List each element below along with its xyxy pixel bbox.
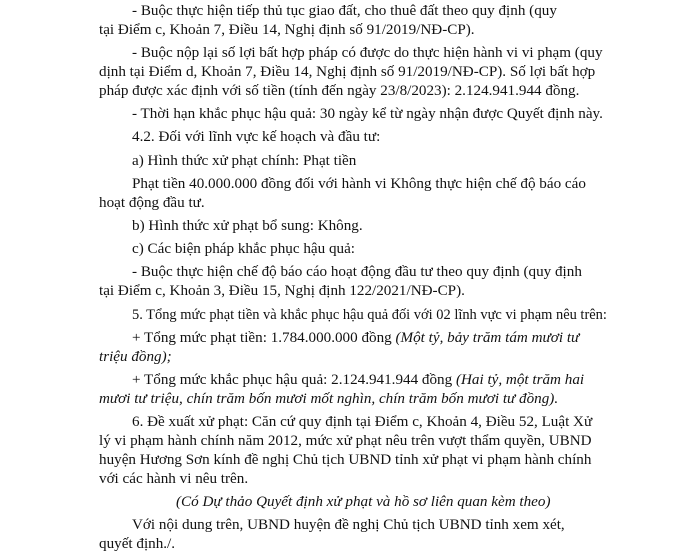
total-remedy-in-words: (Hai tỷ, một trăm hai <box>455 371 585 388</box>
proposal-line-3: huyện Hương Sơn kính đề nghị Chủ tịch UBND tỉnh xử phạt vi phạm hành chính <box>99 451 592 468</box>
paragraph-illegal-profit-line-3: pháp được xác định với số tiền (tính đến ngày 23/8/2023): 2.124.941.944 đồng. <box>99 82 580 99</box>
total-fine-in-words: (Một tỷ, bảy trăm tám mươi tư <box>395 329 580 346</box>
paragraph-remedy-deadline: - Thời hạn khắc phục hậu quả: 30 ngày kể từ ngày nhận được Quyết định này. <box>132 106 603 123</box>
paragraph-illegal-profit-line-1: - Buộc nộp lại số lợi bất hợp pháp có được do thực hiện hành vi vi phạm (quy <box>132 45 603 62</box>
paragraph-reporting-line-2: tại Điểm c, Khoản 3, Điều 15, Nghị định 122/2021/NĐ-CP). <box>99 283 465 300</box>
note-attachments: (Có Dự thảo Quyết định xử phạt và hồ sơ liên quan kèm theo) <box>176 493 551 510</box>
section-heading-5: 5. Tổng mức phạt tiền và khắc phục hậu quả đối với 02 lĩnh vực vi phạm nêu trên: <box>132 306 607 323</box>
paragraph-fine-line-1: Phạt tiền 40.000.000 đồng đối với hành vi Không thực hiện chế độ báo cáo <box>132 175 586 192</box>
section-heading-4-2: 4.2. Đối với lĩnh vực kế hoạch và đầu tư: <box>132 129 381 146</box>
closing-line-2: quyết định./. <box>99 536 176 553</box>
paragraph-reporting-line-1: - Buộc thực hiện chế độ báo cáo hoạt động đầu tư theo quy định (quy định <box>132 264 582 281</box>
total-remedy-amount: + Tổng mức khắc phục hậu quả: 2.124.941.944 đồng <box>132 371 456 388</box>
total-fine-line-2: triệu đồng); <box>99 348 172 365</box>
item-b-additional-penalty: b) Hình thức xử phạt bổ sung: Không. <box>132 217 363 234</box>
total-fine-line-1 <box>132 329 680 348</box>
paragraph-land-allocation-line-1: - Buộc thực hiện tiếp thủ tục giao đất, cho thuê đất theo quy định (quy <box>132 3 557 19</box>
closing-line-1: Với nội dung trên, UBND huyện đề nghị Chủ tịch UBND tỉnh xem xét, <box>132 517 565 534</box>
paragraph-illegal-profit-line-2: dịnh tại Điểm d, Khoản 7, Điều 14, Nghị định số 91/2019/NĐ-CP). Số lợi bất hợp <box>99 64 596 81</box>
paragraph-land-allocation-line-2: tại Điểm c, Khoản 7, Điều 14, Nghị định số 91/2019/NĐ-CP). <box>99 21 475 38</box>
total-remedy-line-1 <box>132 371 680 390</box>
proposal-line-1: 6. Đề xuất xử phạt: Căn cứ quy định tại Điểm c, Khoản 4, Điều 52, Luật Xử <box>132 413 593 430</box>
paragraph-fine-line-2: hoạt động đầu tư. <box>99 194 205 211</box>
item-a-main-penalty: a) Hình thức xử phạt chính: Phạt tiền <box>132 152 357 169</box>
proposal-line-4: với các hành vi nêu trên. <box>99 470 249 487</box>
total-remedy-line-2: mươi tư triệu, chín trăm bốn mươi mốt nghìn, chín trăm bốn mươi tư đồng). <box>99 390 559 407</box>
proposal-line-2: lý vi phạm hành chính năm 2012, mức xử phạt nêu trên vượt thẩm quyền, UBND <box>99 432 592 449</box>
item-c-remedy-measures: c) Các biện pháp khắc phục hậu quả: <box>132 241 356 258</box>
total-fine-amount: + Tổng mức phạt tiền: 1.784.000.000 đồng <box>132 329 396 346</box>
